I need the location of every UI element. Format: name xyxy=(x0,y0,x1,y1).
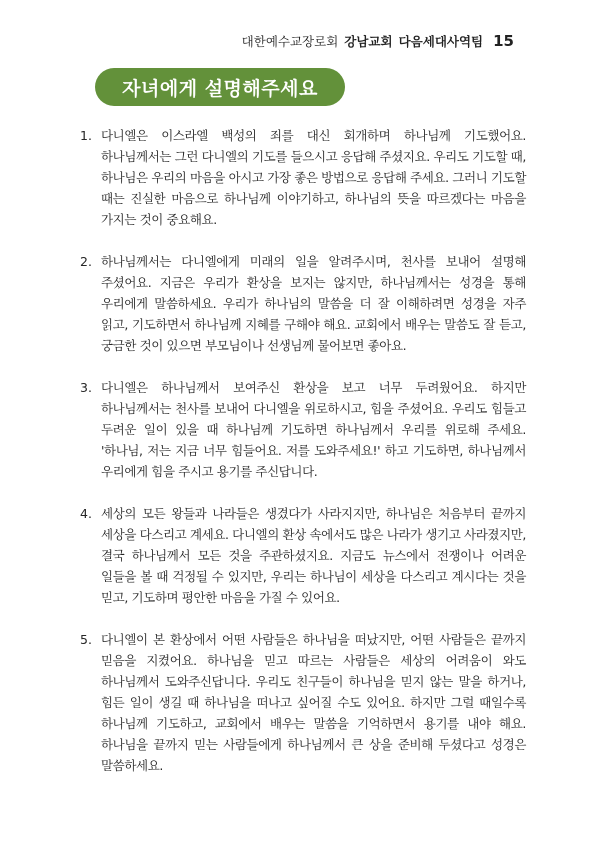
list-item xyxy=(80,251,526,356)
item-text: 세상의 모든 왕들과 나라들은 생겼다가 사라지지만, 하나님은 처음부터 끝까지 세상을 다스리고 계세요. 다니엘의 환상 속에서도 많은 나라가 생기고 사라졌지만, 결국 하나님께서 모든 것을 주관하셨지요. 지금도 뉴스에서 전쟁이나 어려운 일들을 볼 때 걱정될 수 있지만, 우리는 하나님이 세상을 다스리고 계시다는 것을 믿고, 기도하며 평안한 마음을 가질 수 있어요. xyxy=(101,506,526,605)
explanation-list xyxy=(80,125,526,797)
page-header xyxy=(242,32,514,50)
item-text: 하나님께서는 다니엘에게 미래의 일을 알려주시며, 천사를 보내어 설명해 주셨어요. 지금은 우리가 환상을 보지는 않지만, 하나님께서는 성경을 통해 우리에게 말씀하세요. 우리가 하나님의 말씀을 더 잘 이해하려면 성경을 자주 읽고, 기도하면서 하나님께 지혜를 구해야 해요. 교회에서 배우는 말씀도 잘 듣고, 궁금한 것이 있으면 부모님이나 선생님께 물어보면 좋아요. xyxy=(101,254,526,353)
header-church: 강남교회 xyxy=(344,34,393,49)
list-item xyxy=(80,629,526,776)
item-text: 다니엘이 본 환상에서 어떤 사람들은 하나님을 떠났지만, 어떤 사람들은 끝까지 믿음을 지켰어요. 하나님을 믿고 따르는 사람들은 세상의 어려움이 와도 하나님께서 도와주신답니다. 우리도 친구들이 하나님을 믿지 않는 말을 하거나, 힘든 일이 생길 때 하나님을 떠나고 싶어질 수도 있어요. 하지만 그럴 때일수록 하나님께 기도하고, 교회에서 배우는 말씀을 기억하면서 용기를 내야 해요. 하나님을 끝까지 믿는 사람들에게 하나님께서 큰 상을 준비해 두셨다고 성경은 말씀하세요. xyxy=(101,632,526,773)
page-title: 자녀에게 설명해주세요 xyxy=(122,77,318,100)
item-number: 2. xyxy=(80,254,92,269)
header-dept: 다음세대사역팀 xyxy=(398,34,484,49)
list-item xyxy=(80,125,526,230)
page-number: 15 xyxy=(493,32,514,50)
item-number: 5. xyxy=(80,632,92,647)
list-item xyxy=(80,503,526,608)
header-org: 대한예수교장로회 xyxy=(241,34,339,49)
item-number: 1. xyxy=(80,128,92,143)
title-banner xyxy=(95,68,345,106)
item-number: 3. xyxy=(80,380,92,395)
item-text: 다니엘은 이스라엘 백성의 죄를 대신 회개하며 하나님께 기도했어요. 하나님께서는 그런 다니엘의 기도를 들으시고 응답해 주셨지요. 우리도 기도할 때, 하나님은 우리의 마음을 아시고 가장 좋은 방법으로 응답해 주세요. 그러니 기도할 때는 진실한 마음으로 하나님께 이야기하고, 하나님의 뜻을 따르겠다는 마음을 가지는 것이 중요해요. xyxy=(101,128,526,227)
item-text: 다니엘은 하나님께서 보여주신 환상을 보고 너무 두려웠어요. 하지만 하나님께서는 천사를 보내어 다니엘을 위로하시고, 힘을 주셨어요. 우리도 힘들고 두려운 일이 있을 때 하나님께 기도하면 하나님께서 우리를 위로해 주세요. '하나님, 저는 지금 너무 힘들어요. 저를 도와주세요!' 하고 기도하면, 하나님께서 우리에게 힘을 주시고 용기를 주신답니다. xyxy=(101,380,526,479)
item-number: 4. xyxy=(80,506,92,521)
list-item xyxy=(80,377,526,482)
